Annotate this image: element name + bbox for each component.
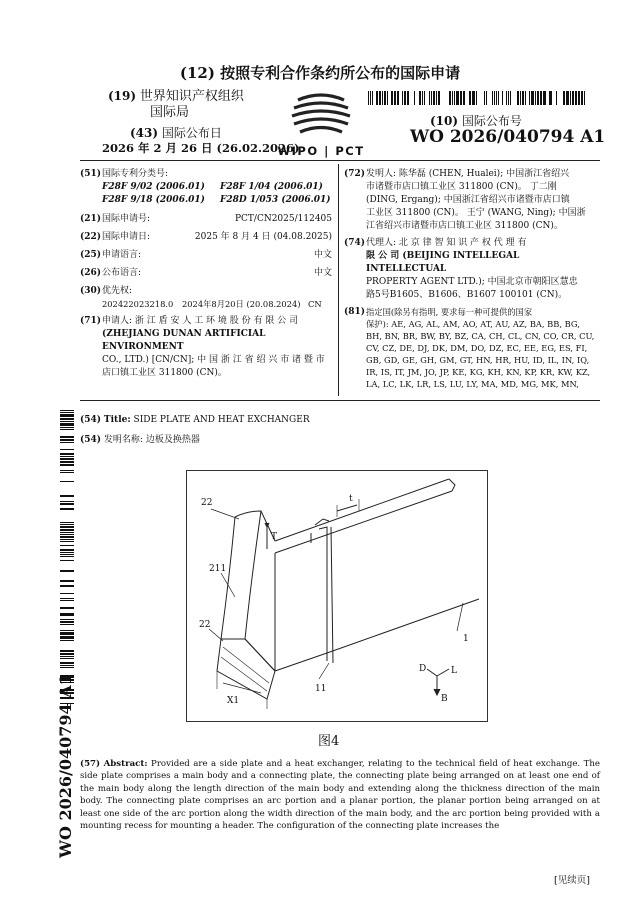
ipc-line-1: F28F 9/02 (2006.01) F28F 1/04 (2006.01): [102, 182, 323, 192]
org-name: 世界知识产权组织: [139, 89, 244, 104]
ipc-line-2: F28F 9/18 (2006.01) F28D 1/053 (2006.01): [102, 195, 331, 205]
left-column: [80, 168, 332, 380]
barcode-top: [368, 90, 586, 104]
header-rule: [80, 160, 600, 161]
document-title: (12) 按照专利合作条约所公布的国际申请: [179, 64, 461, 82]
language-row: (25) 申请语言: 中文: [80, 250, 332, 260]
figure-frame: [186, 470, 488, 722]
ipc-row: (51) 国际专利分类号:: [80, 169, 169, 179]
pubno-label: 国际公布号: [461, 114, 522, 128]
figure-drawing: [187, 471, 487, 721]
label-22-bottom: 22: [199, 620, 211, 630]
label-B: B: [441, 694, 448, 704]
inventor-row: (72) 发明人: 陈华磊 (CHEN, Hualei); 中国浙江省绍兴 市诸暨市店口镇工业区 311800 (CN)。 丁二刚 (DING, Ergang); 中国浙江省绍兴市诸暨市店口镇 工业区 311800 (CN)。 王宁 (WANG, Ning); 中国浙 江省绍兴市诸暨市店口镇工业区 311800 (CN)。: [344, 169, 586, 231]
right-column: [344, 168, 600, 390]
wipo-globe-icon: [276, 90, 366, 140]
pubdate-label-row: [130, 124, 222, 141]
label-D: D: [419, 664, 427, 674]
label-11: 11: [315, 684, 327, 694]
appno-row: (21) 国际申请号: PCT/CN2025/112405: [80, 214, 332, 224]
title-en-row: (54) Title: SIDE PLATE AND HEAT EXCHANGER: [80, 415, 310, 425]
pubdate-value: 2026 年 2 月 26 日 (26.02.2026): [102, 141, 300, 155]
publang-row: (26) 公布语言: 中文: [80, 268, 332, 278]
column-divider: [338, 164, 339, 396]
label-1: 1: [463, 634, 469, 644]
pubno-code: (10): [430, 114, 459, 128]
barcode-side: [60, 404, 74, 704]
states-row: (81) 指定国(除另有指明, 要求每一种可提供的国家 保护): AE, AG, AL, AM, AO, AT, AU, AZ, BA, BB, BG, BH, BN, BR, BW, BY, BZ, CA, CH, CL, CN, CO, CR, CU, CV, CZ, DE, DJ, DK, DM, DO, DZ, EC, EE, EG, ES, FI, GB, GD, GE, GH, GM, GT, HN, HR, HU, ID, IL, IN, IQ, IR, IS, IT, JM, JO, JP, KE, KG, KH, KN, KP, KR, KW, KZ, LA, LC, LK, LR, LS, LU, LY, MA, MD, MG, MK, MN,: [344, 307, 595, 389]
abstract: (57) Abstract: Provided are a side plate and a heat exchanger, relating to the technical field of heat exchange. The side plate comprises a main body and a connecting plate, the connecting plate being arranged on at least one end of the main body along the length direction of the main body and extending along the thickness direction of the main body. The connecting plate comprises an arc portion and a planar portion, the planar portion being arranged on at least one side of the arc portion along the width direction of the main body, and the arc portion being provided with a mounting recess for mounting a header. The configuration of the connecting plate increases the: [80, 759, 600, 832]
title-cn-row: (54) 发明名称: 边板及换热器: [80, 435, 200, 445]
org-sub: 国际局: [150, 105, 190, 120]
org-code: (19): [108, 89, 137, 103]
label-t: t: [349, 494, 353, 504]
title-cn: 边板及换热器: [145, 435, 200, 445]
applicant-row: (71) 申请人: 浙 江 盾 安 人 工 环 境 股 份 有 限 公 司 (ZHEJIANG DUNAN ARTIFICIAL ENVIRONMENT CO., LTD.) [CN/CN]; 中 国 浙 江 省 绍 兴 市 诸 暨 市 店口镇工业区 311800 (CN)。: [80, 316, 325, 378]
biblio-rule: [80, 400, 600, 401]
wipo-logo-text: WIPO | PCT: [277, 144, 365, 158]
priority-row: (30) 优先权:: [80, 286, 133, 296]
label-X1: X1: [227, 696, 240, 706]
org-block: [108, 88, 244, 121]
filing-row: (22) 国际申请日: 2025 年 8 月 4 日 (04.08.2025): [80, 232, 332, 242]
label-L: L: [451, 666, 457, 676]
label-22-top: 22: [201, 498, 213, 508]
label-211: 211: [209, 564, 227, 574]
figure-caption: 图4: [318, 734, 340, 749]
pubdate-code: (43): [130, 126, 159, 140]
agent-row: (74) 代理人: 北 京 律 智 知 识 产 权 代 理 有 限 公 司 (BEIJING INTELLEGAL INTELLECTUAL PROPERTY AGENT LTD.); 中国北京市朝阳区慧忠 路5号B1605、B1606、B1607 100101 (CN)。: [344, 238, 578, 300]
priority-values: 202422023218.0 2024年8月20日 (20.08.2024) CN: [102, 299, 322, 309]
pubno-value: WO 2026/040794 A1: [410, 127, 606, 147]
pubdate-label: 国际公布日: [161, 126, 222, 140]
label-T: T: [271, 532, 278, 542]
abstract-text: Provided are a side plate and a heat exchanger, relating to the technical field of heat exchange. The side plate comprises a main body and a connecting plate, the connecting plate being arranged on at least one end of the main body along the length direction of the main body and extending along the thickness direction of the main body. The connecting plate comprises an arc portion and a planar portion, the planar portion being arranged on at least one side of the arc portion along the width direction of the main body, and the arc portion being provided with a mounting recess for mounting a header. The configuration of the connecting plate increases the: [80, 759, 600, 832]
title-en: SIDE PLATE AND HEAT EXCHANGER: [133, 415, 310, 425]
continued-note: [见续页]: [554, 875, 590, 886]
side-pubno: WO 2026/040794 A1: [56, 674, 75, 858]
wipo-logo: [276, 90, 366, 158]
